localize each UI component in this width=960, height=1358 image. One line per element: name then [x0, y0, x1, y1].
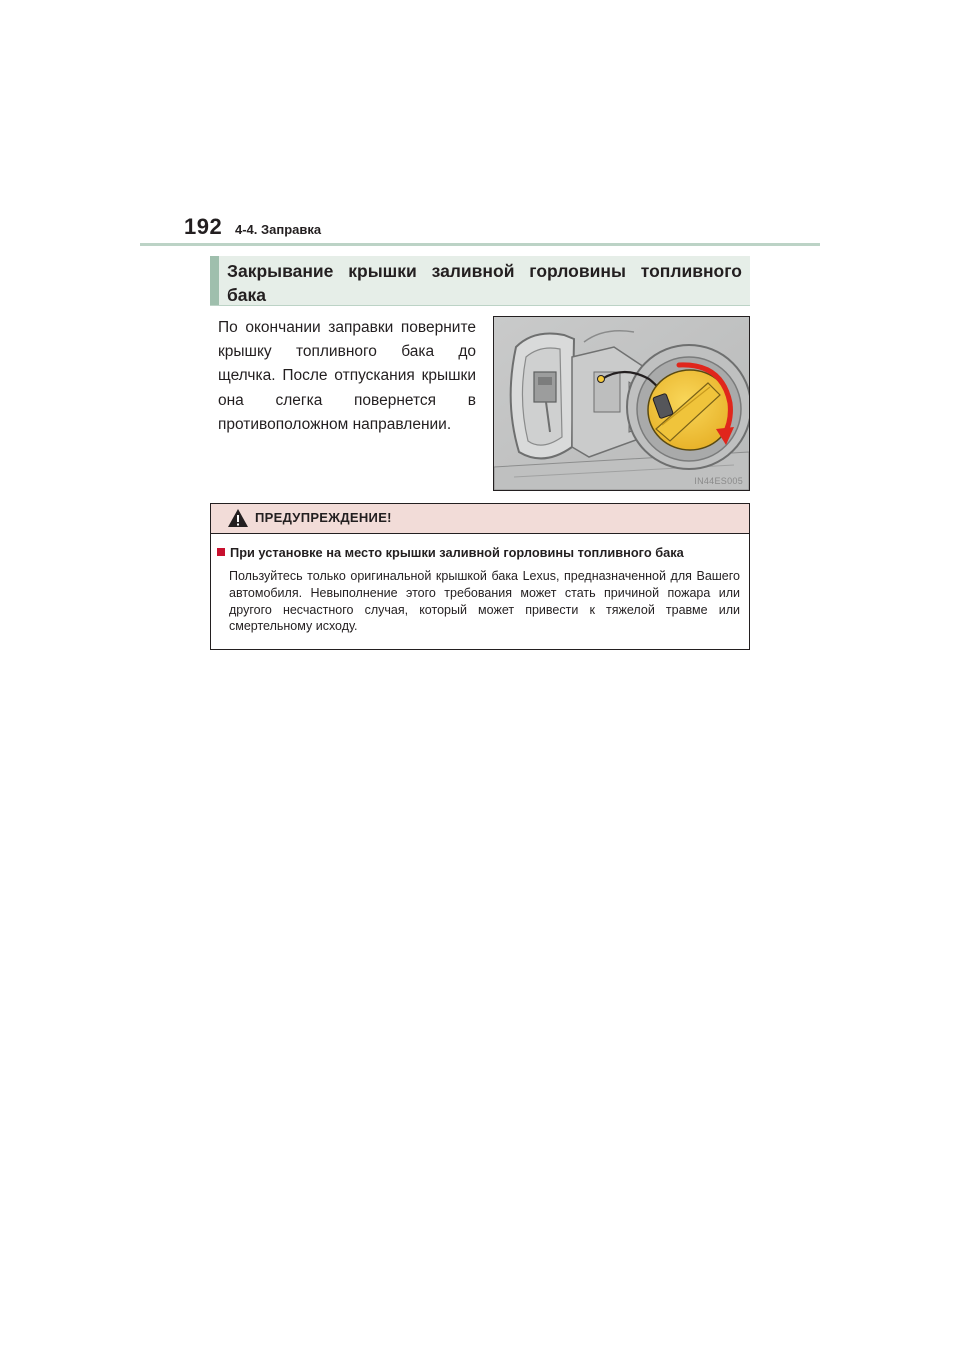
page-number: 192 [184, 214, 223, 239]
warning-subheading-text: При установке на место крышки заливной горловины топливного бака [230, 545, 684, 560]
warning-body: Пользуйтесь только оригинальной крышкой бака Lexus, предназначенной для Вашего автомобиля. Невыполнение этого требования может стать причиной пожара или другого несчастного случая, который может привести к тяжелой травме или смертельному исходу. [229, 569, 740, 634]
section-heading: Закрывание крышки заливной горловины топливного бака [227, 261, 742, 305]
figure-code: IN44ES005 [694, 476, 743, 486]
section-reference: 4-4. Заправка [235, 222, 322, 237]
instruction-text: По окончании заправки поверните крышку топливного бака до щелчка. После отпускания крышки она слегка повернется в противоположном направлении. [218, 319, 476, 433]
section-heading-box [210, 256, 750, 306]
header-divider [140, 243, 820, 246]
section-heading-accent [210, 256, 219, 305]
bullet-square-icon [217, 548, 225, 556]
warning-triangle-icon [227, 508, 249, 528]
fuel-door-drawing [494, 317, 749, 490]
warning-box [210, 503, 750, 650]
fuel-cap-illustration [493, 316, 750, 491]
warning-header [211, 504, 749, 534]
warning-subheading [217, 545, 684, 560]
warning-title: ПРЕДУПРЕЖДЕНИЕ! [255, 510, 392, 525]
